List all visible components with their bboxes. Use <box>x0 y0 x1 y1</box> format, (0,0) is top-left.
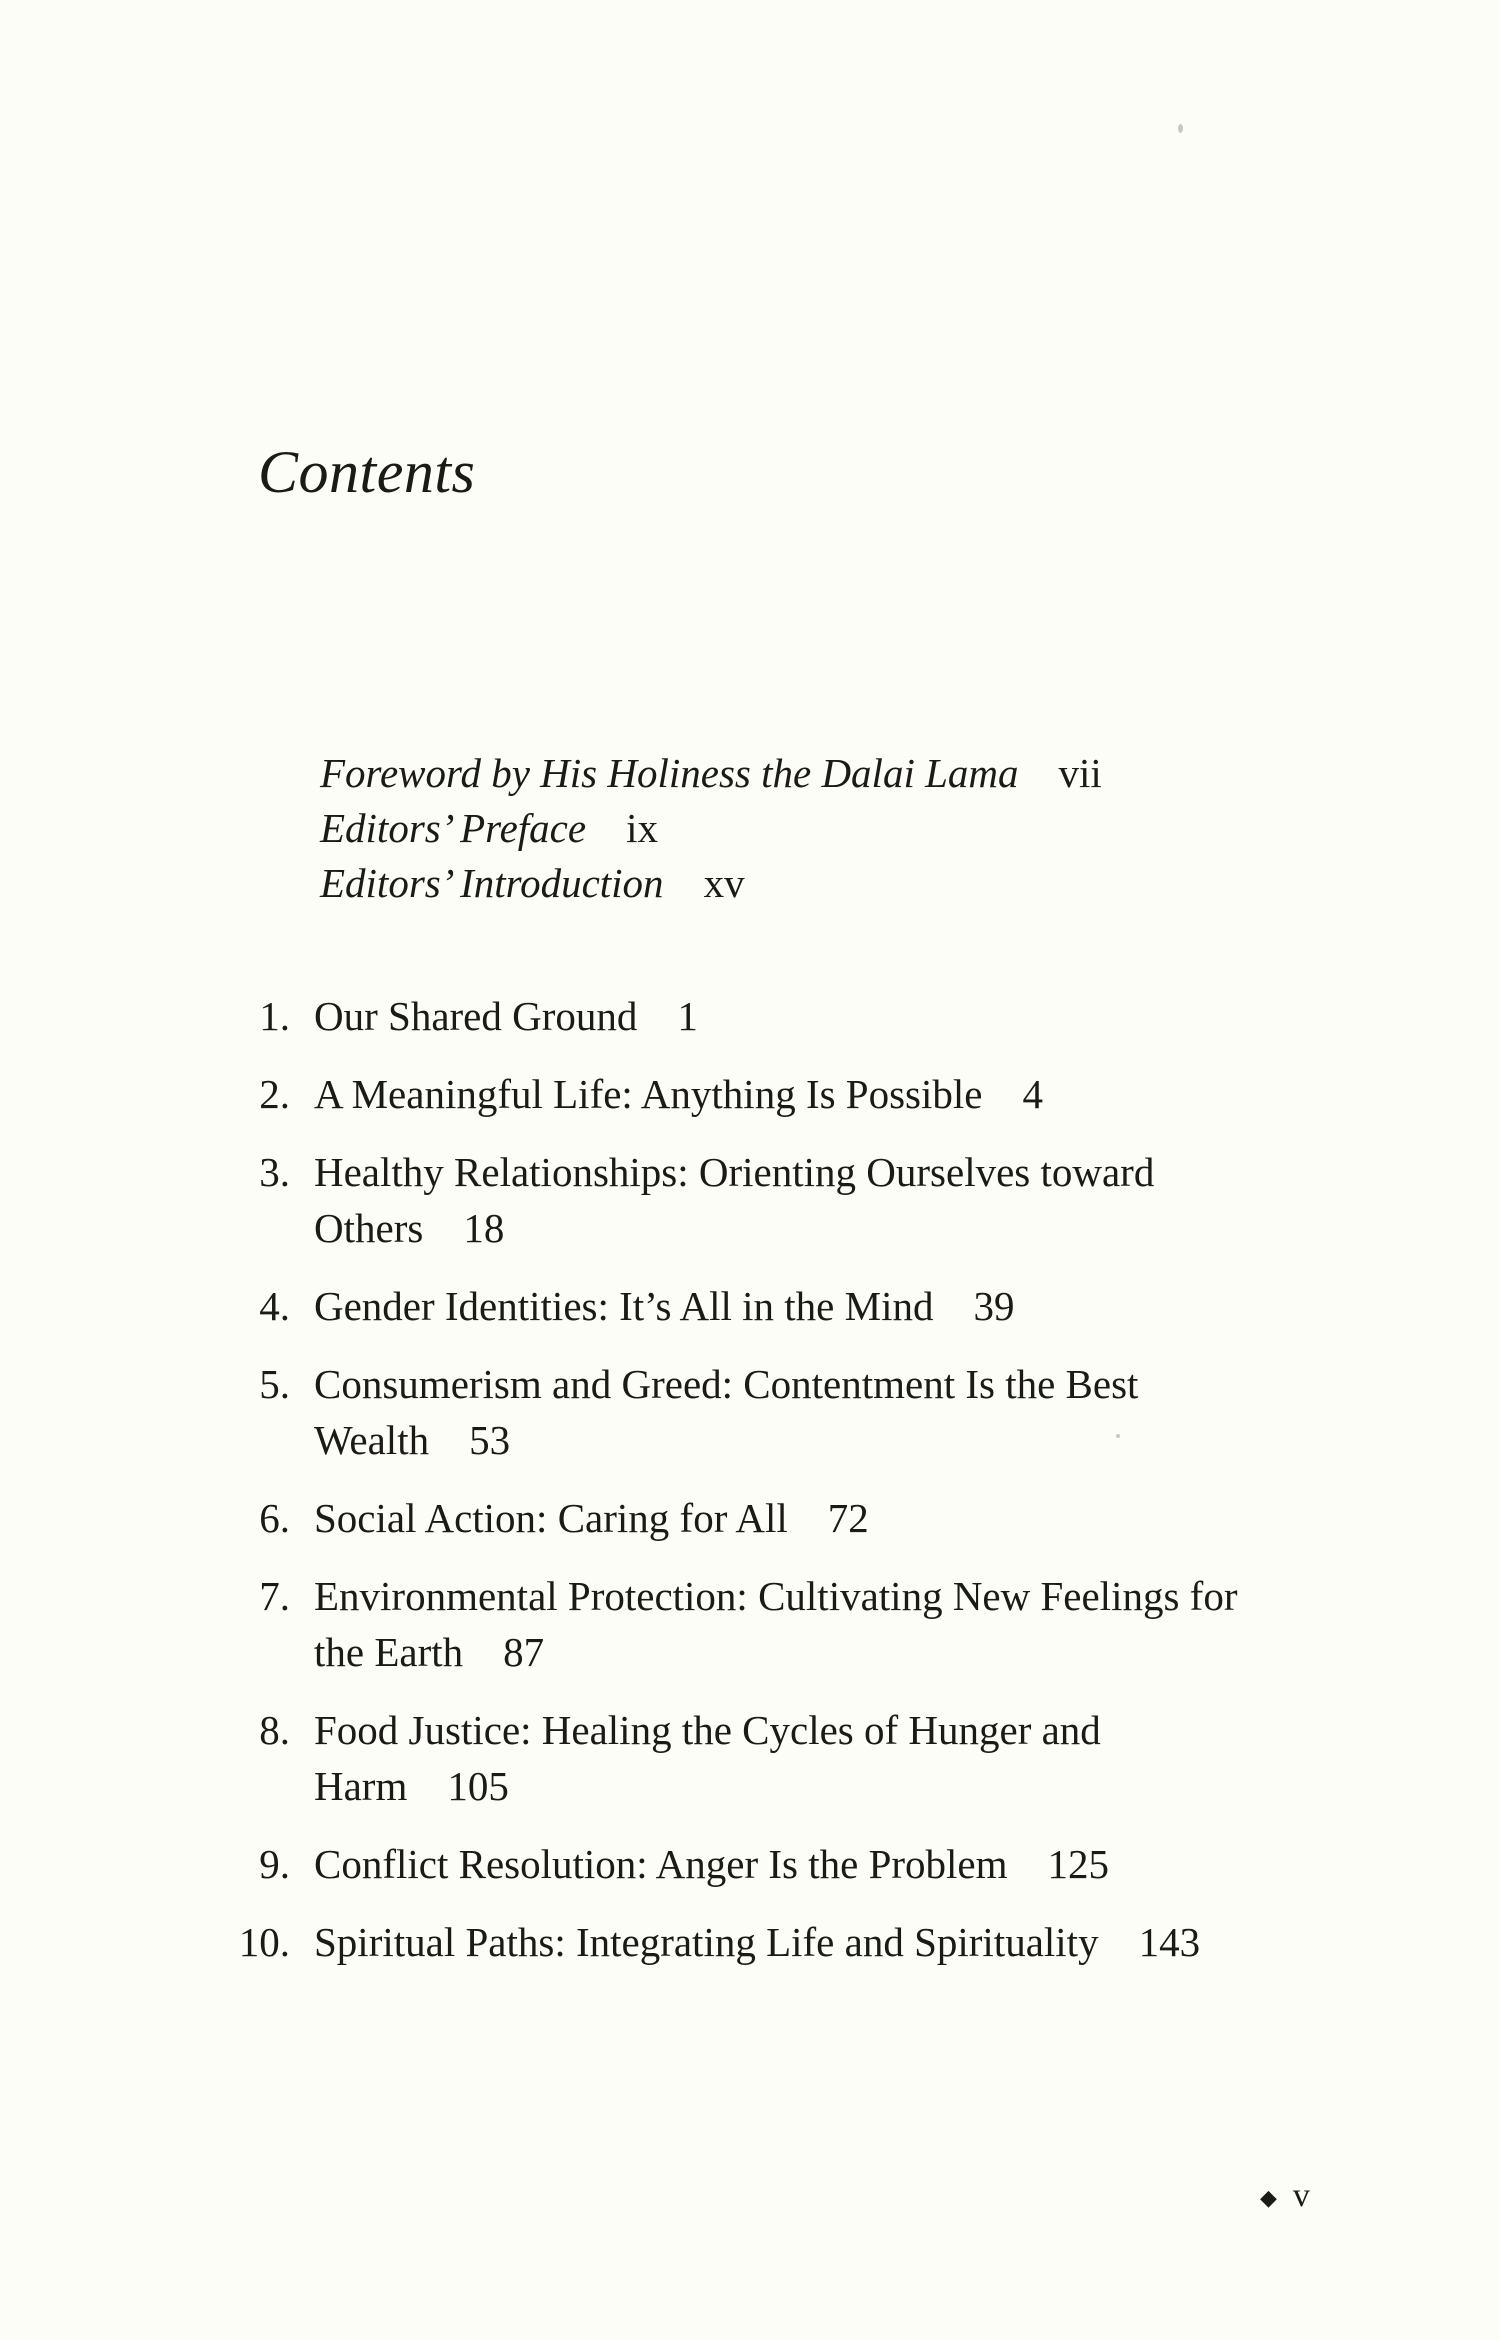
chapter-entry <box>0 1568 1500 1680</box>
chapter-entry <box>0 1490 1500 1546</box>
front-matter-list <box>320 746 1102 911</box>
chapter-title: Gender Identities: It’s All in the Mind <box>314 1283 934 1329</box>
chapter-page: 1 <box>677 993 698 1039</box>
chapter-title: Conflict Resolution: Anger Is the Problem <box>314 1841 1008 1887</box>
chapter-page: 53 <box>469 1417 511 1463</box>
chapter-title: Spiritual Paths: Integrating Life and Spirituality <box>314 1919 1099 1965</box>
chapter-number: 1. <box>259 993 290 1039</box>
chapter-entry <box>0 1702 1500 1814</box>
chapter-number: 3. <box>259 1149 290 1195</box>
front-matter-title: Editors’ Introduction <box>320 860 664 906</box>
chapter-page: 125 <box>1047 1841 1110 1887</box>
chapter-number: 2. <box>259 1071 290 1117</box>
chapter-entry <box>0 1836 1500 1892</box>
chapter-number: 10. <box>238 1919 290 1965</box>
chapter-page: 105 <box>447 1763 509 1809</box>
chapter-page: 87 <box>503 1629 545 1675</box>
chapter-number: 9. <box>259 1841 290 1887</box>
chapter-list <box>0 988 1500 1992</box>
scan-speck <box>1178 124 1183 133</box>
chapter-entry <box>0 1066 1500 1122</box>
folio-page-number: v <box>1292 2177 1310 2214</box>
front-matter-title: Foreword by His Holiness the Dalai Lama <box>320 750 1019 796</box>
chapter-entry <box>0 1914 1500 1970</box>
chapter-entry <box>0 1356 1500 1468</box>
front-matter-page: vii <box>1058 750 1102 796</box>
chapter-title: Social Action: Caring for All <box>314 1495 788 1541</box>
front-matter-entry <box>320 856 1102 911</box>
chapter-entry <box>0 1144 1500 1256</box>
front-matter-entry <box>320 801 1102 856</box>
chapter-number: 4. <box>259 1283 290 1329</box>
chapter-page: 39 <box>973 1283 1015 1329</box>
chapter-title: Environmental Protection: Cultivating New Feelings for the Earth <box>314 1573 1238 1675</box>
chapter-number: 8. <box>259 1707 290 1753</box>
chapter-title: Our Shared Ground <box>314 993 638 1039</box>
chapter-page: 4 <box>1022 1071 1043 1117</box>
page-title: Contents <box>258 439 476 505</box>
page-folio <box>1260 2176 1310 2218</box>
chapter-entry <box>0 988 1500 1044</box>
front-matter-entry <box>320 746 1102 801</box>
chapter-title: Food Justice: Healing the Cycles of Hunger and Harm <box>314 1707 1101 1809</box>
chapter-title: Consumerism and Greed: Contentment Is the Best Wealth <box>314 1361 1139 1463</box>
front-matter-page: ix <box>626 805 658 851</box>
chapter-number: 5. <box>259 1361 290 1407</box>
chapter-page: 18 <box>463 1205 505 1251</box>
diamond-bullet-icon: ◆ <box>1260 2185 1277 2211</box>
chapter-number: 6. <box>259 1495 290 1541</box>
chapter-page: 143 <box>1138 1919 1201 1965</box>
chapter-title: Healthy Relationships: Orienting Ourselves toward Others <box>314 1149 1155 1251</box>
front-matter-title: Editors’ Preface <box>320 805 587 851</box>
front-matter-page: xv <box>703 860 745 906</box>
chapter-title: A Meaningful Life: Anything Is Possible <box>314 1071 983 1117</box>
chapter-number: 7. <box>259 1573 290 1619</box>
chapter-page: 72 <box>827 1495 869 1541</box>
chapter-entry <box>0 1278 1500 1334</box>
